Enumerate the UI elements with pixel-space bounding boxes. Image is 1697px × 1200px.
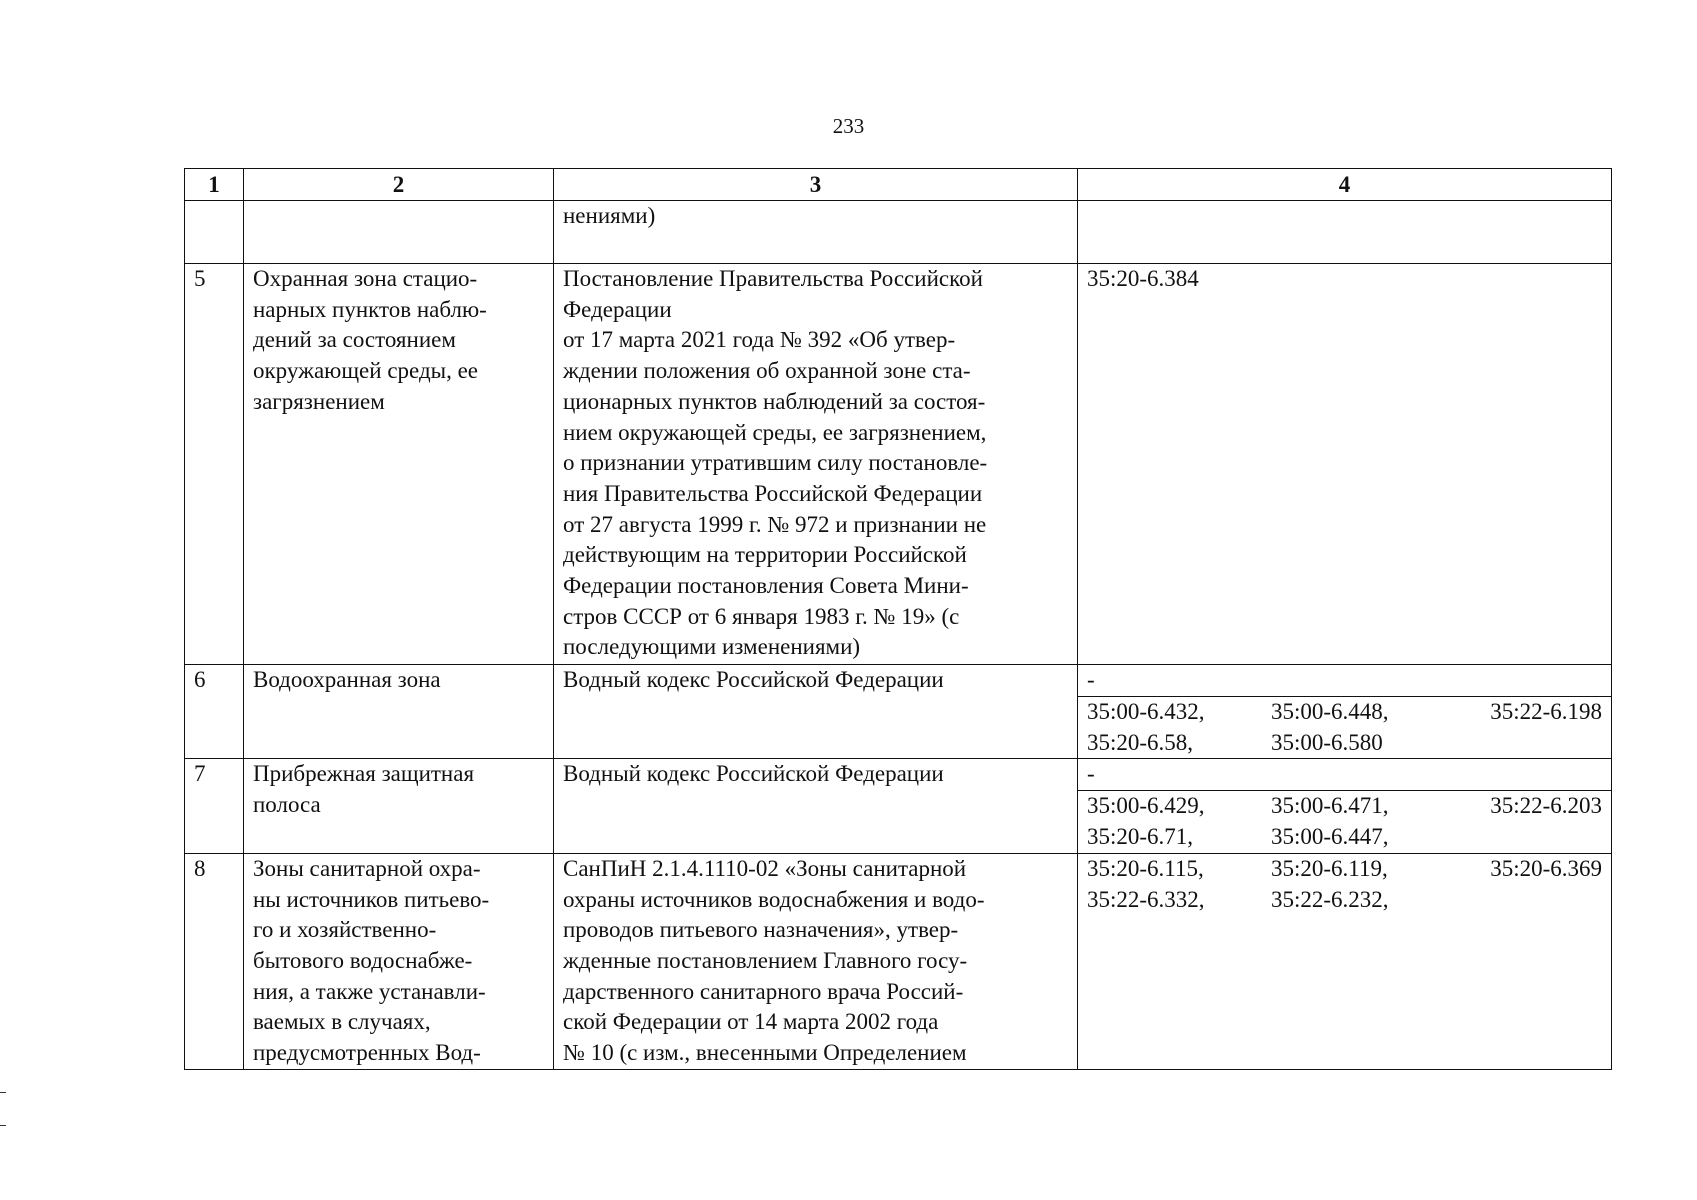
name-line: полоса <box>253 792 321 818</box>
table-row-8 <box>185 853 1612 1069</box>
basis-line: от 27 августа 1999 г. № 972 и признании не <box>563 511 987 537</box>
table-row-7a <box>185 759 1612 791</box>
name-line: загрязнением <box>253 388 385 414</box>
name-line: дений за состоянием <box>253 327 456 353</box>
basis-line: проводов питьевого назначения», утвер- <box>563 917 959 943</box>
name-line: ния, а также устанавли- <box>253 978 486 1004</box>
basis-line: ционарных пунктов наблюдений за состоя- <box>563 388 986 414</box>
name-line: нарных пунктов наблю- <box>253 296 487 322</box>
row7-num: 7 <box>185 759 244 853</box>
header-col-4: 4 <box>1078 169 1612 201</box>
row7-dash: - <box>1078 759 1612 791</box>
header-col-3: 3 <box>554 169 1078 201</box>
basis-line: ния Правительства Российской Федерации <box>563 480 983 506</box>
basis-line: Постановление Правительства Российской <box>563 266 983 291</box>
row8-basis <box>554 853 1078 1069</box>
code: 35:00-6.432, <box>1087 699 1205 724</box>
basis-line: ской Федерации от 14 марта 2002 года <box>563 1009 939 1035</box>
basis-line: от 17 марта 2021 года № 392 «Об утвер- <box>563 327 956 353</box>
row5-num: 5 <box>185 264 244 665</box>
basis-line: СанПиН 2.1.4.1110-02 «Зоны санитарной <box>563 855 967 881</box>
name-line: бытового водоснабже- <box>253 947 473 973</box>
name-line: ны источников питьево- <box>253 886 490 912</box>
table-header-row <box>185 169 1612 201</box>
row5-codes: 35:20-6.384 <box>1078 264 1612 665</box>
header-col-1: 1 <box>185 169 244 201</box>
basis-line: стров СССР от 6 января 1983 г. № 19» (с <box>563 603 960 629</box>
row6-num: 6 <box>185 665 244 759</box>
row6-dash: - <box>1078 665 1612 697</box>
row6-name: Водоохранная зона <box>244 665 554 759</box>
code: 35:20-6.71, <box>1087 824 1194 850</box>
table-row-continuation <box>185 201 1612 264</box>
cell-basis: нениями) <box>554 201 1078 264</box>
row8-num: 8 <box>185 853 244 1069</box>
table-row-5 <box>185 264 1612 665</box>
code: 35:20-6.369 <box>1490 855 1602 881</box>
name-line: Прибрежная защитная <box>253 761 475 787</box>
name-line: ваемых в случаях, <box>253 1009 431 1035</box>
code: 35:20-6.58, <box>1087 729 1194 755</box>
table-row-6a <box>185 665 1612 697</box>
row5-basis <box>554 264 1078 665</box>
name-line: го и хозяйственно- <box>253 917 437 943</box>
cell-num <box>185 201 244 264</box>
code: 35:22-6.232, <box>1271 886 1389 912</box>
scan-edge-mark <box>0 1125 6 1126</box>
basis-line: Федерации постановления Совета Мини- <box>563 573 969 599</box>
code: 35:00-6.580 <box>1271 729 1383 755</box>
cell-name <box>244 201 554 264</box>
basis-line: последующими изменениями) <box>563 634 861 660</box>
cell-codes <box>1078 201 1612 264</box>
basis-line: охраны источников водоснабжения и водо- <box>563 886 985 912</box>
basis-line: нием окружающей среды, ее загрязнением, <box>563 419 987 445</box>
basis-line: жденные постановлением Главного госу- <box>563 947 968 973</box>
code: 35:20-6.115, <box>1087 855 1204 881</box>
row5-name <box>244 264 554 665</box>
code: 35:00-6.447, <box>1271 824 1389 850</box>
code: 35:00-6.471, <box>1271 793 1389 819</box>
row7-codes <box>1078 791 1612 853</box>
name-line: Охранная зона стацио- <box>253 266 478 291</box>
name-line: предусмотренных Вод- <box>253 1040 481 1066</box>
header-col-2: 2 <box>244 169 554 201</box>
row7-basis: Водный кодекс Российской Федерации <box>554 759 1078 853</box>
basis-line: № 10 (с изм., внесенными Определением <box>563 1040 967 1066</box>
row8-name <box>244 853 554 1069</box>
scan-edge-mark <box>0 1092 6 1093</box>
row6-basis: Водный кодекс Российской Федерации <box>554 665 1078 759</box>
basis-line: Федерации <box>563 296 672 322</box>
code: 35:00-6.448, <box>1271 699 1389 724</box>
name-line: Зоны санитарной охра- <box>253 855 481 881</box>
code: 35:00-6.429, <box>1087 793 1205 819</box>
code: 35:22-6.203 <box>1490 793 1602 819</box>
basis-line: дарственного санитарного врача Россий- <box>563 978 964 1004</box>
row7-name <box>244 759 554 853</box>
row8-codes <box>1078 853 1612 1069</box>
basis-line: действующим на территории Российской <box>563 542 967 568</box>
name-line: окружающей среды, ее <box>253 358 479 384</box>
basis-line: о признании утратившим силу постановле- <box>563 450 988 476</box>
zones-table <box>184 168 1612 1070</box>
row6-codes <box>1078 697 1612 759</box>
code: 35:20-6.119, <box>1271 855 1388 881</box>
basis-line: ждении положения об охранной зоне ста- <box>563 358 971 384</box>
page-number: 233 <box>832 114 865 138</box>
code: 35:22-6.198 <box>1490 699 1602 724</box>
code: 35:22-6.332, <box>1087 886 1205 912</box>
